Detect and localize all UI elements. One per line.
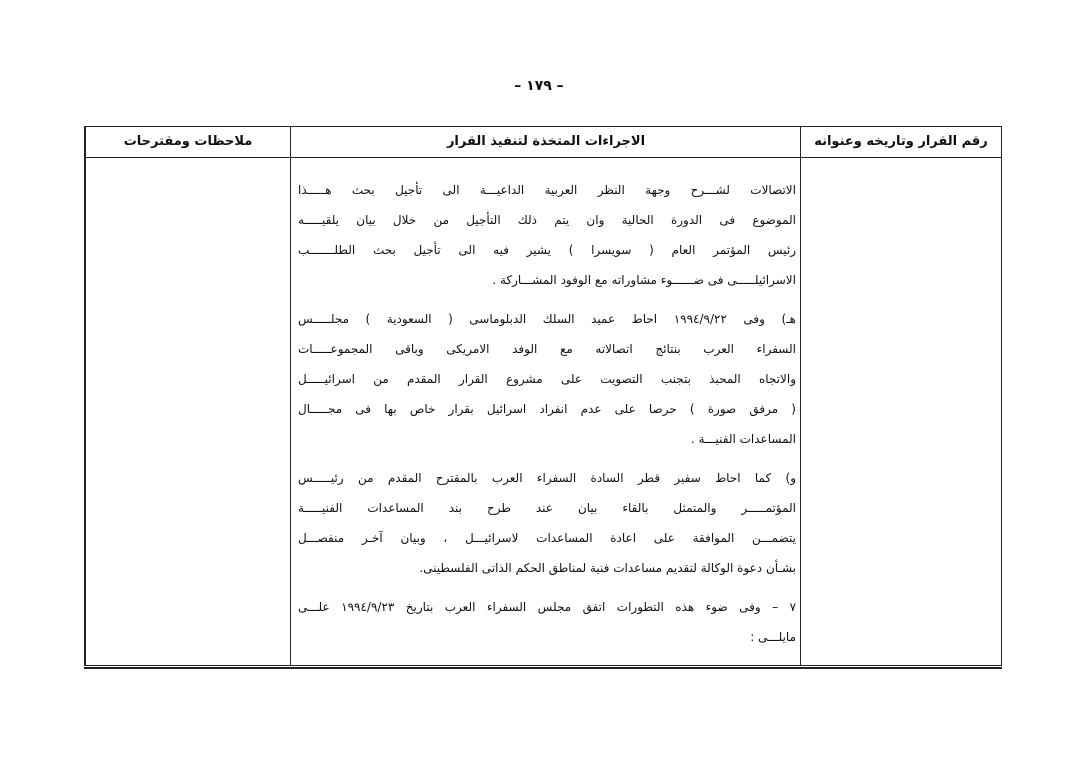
text-line: المساعدات الفنيـــة . (690, 432, 796, 446)
text-line: الاتصالات لشـــرح وجهة النظر العربية الداعيـــة الى تأجيل بحث هـــــذا (298, 183, 796, 197)
header-resolution: رقم القرار وتاريخه وعنوانه (814, 134, 988, 149)
text-line: ( مرفق صورة ) حرصا على عدم انفراد اسرائيل بقرار خاص بها فى مجـــــال (298, 402, 796, 416)
header-divider (86, 157, 1001, 158)
text-line: رئيس المؤتمر العام ( سويسرا ) يشير فيه الى تأجيل بحث الطلـــــــب (298, 243, 796, 257)
bottom-rule (84, 667, 1002, 669)
header-notes: ملاحظات ومقترحات (123, 134, 253, 149)
procedures-text (298, 175, 796, 652)
paragraph-7 (298, 592, 796, 652)
text-line: و) كما احاط سفير قطر السادة السفراء العرب بالمقترح المقدم من رئيـــــس (298, 471, 796, 485)
text-line: بشـأن دعوة الوكالة لتقديم مساعدات فنية لمناطق الحكم الذاتى الفلسطينى. (419, 561, 796, 575)
column-divider-resolution (800, 127, 801, 665)
text-line: الاسرائيلـــــى فى ضــــــوء مشاوراته مع الوفود المشـــاركة . (492, 273, 796, 287)
text-line: والاتجاه المحبذ بتجنب التصويت على مشروع القرار المقدم من اسرائيـــــل (298, 372, 796, 386)
page-number: – ١٧٩ – (514, 78, 564, 94)
header-procedures: الاجراءات المتخذة لتنفيذ القرار (446, 134, 646, 149)
text-line: ٧ – وفى ضوء هذه التطورات اتفق مجلس السفراء العرب بتاريخ ١٩٩٤/٩/٢٣ علـــى (298, 600, 796, 614)
resolution-table (84, 126, 1002, 666)
column-divider-notes (290, 127, 291, 665)
paragraph-1 (298, 175, 796, 295)
paragraph-h (298, 304, 796, 454)
paragraph-w (298, 463, 796, 583)
text-line: يتضمـــن الموافقة على اعادة المساعدات لاسرائيـــل ، وبيان آخـر منفصـــل (298, 531, 796, 545)
text-line: الموضوع فى الدورة الحالية وان يتم ذلك التأجيل من خلال بيان يلقيـــــه (298, 213, 796, 227)
text-line: مايلـــى : (750, 630, 796, 644)
text-line: السفراء العرب بنتائج اتصالاته مع الوفد الامريكى وباقى المجموعـــــات (298, 342, 796, 356)
text-line: هـ) وفى ١٩٩٤/٩/٢٢ احاط عميد السلك الدبلوماسى ( السعودية ) مجلـــــس (298, 312, 796, 326)
text-line: المؤتمـــــر والمتمثل بالقاء بيان عند طرح بند المساعدات الفنيـــــة (298, 501, 796, 515)
